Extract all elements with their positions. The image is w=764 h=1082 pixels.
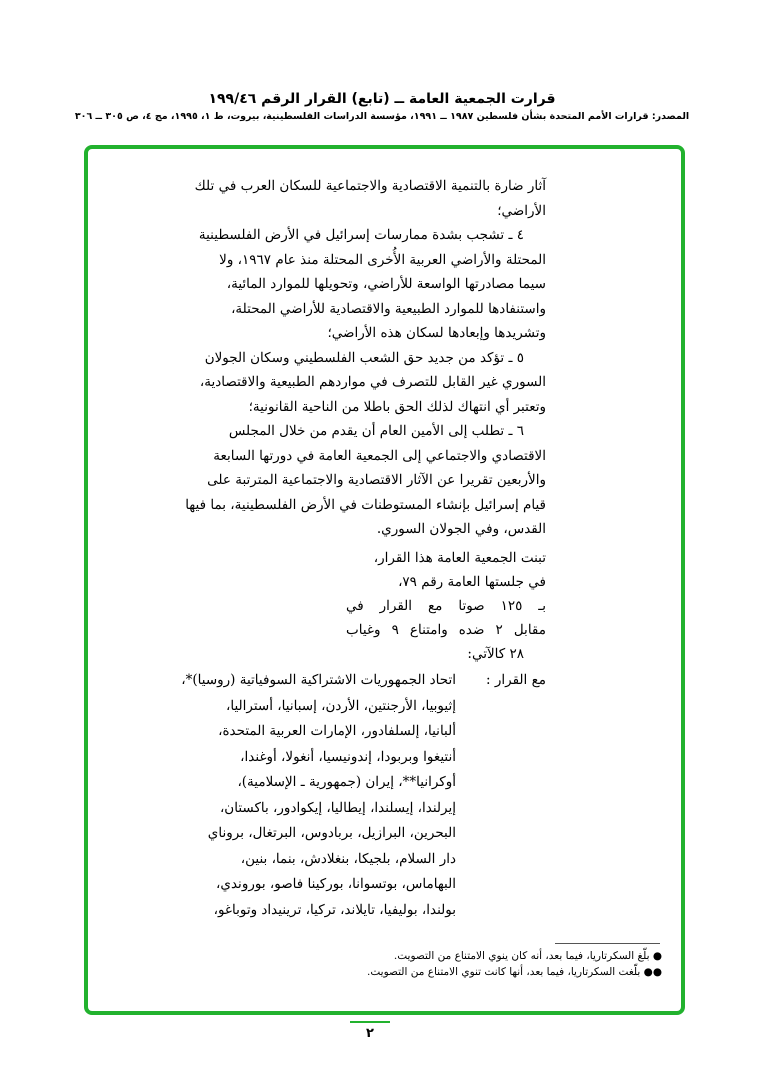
text-line: الاقتصادي والاجتماعي إلى الجمعية العامة في دورتها السابعة	[213, 447, 546, 464]
text-line: ٤ ـ تشجب بشدة ممارسات إسرائيل في الأرض الفلسطينية	[198, 227, 524, 243]
text-line: مقابل ٢ ضده وامتناع ٩ وغياب	[346, 622, 546, 638]
text-line: أنتيغوا وبربودا، إندونيسيا، أنغولا، أوغندا،	[240, 748, 456, 765]
text-line: إيرلندا، إيسلندا، إيطاليا، إيكوادور، باكستان،	[219, 799, 456, 816]
text-line: السوري غير القابل للتصرف في مواردهم الطبيعية والاقتصادية،	[199, 374, 546, 390]
text-line: والأربعين تقريرا عن الآثار الاقتصادية والاجتماعية المترتبة على	[207, 472, 546, 488]
text-line: المحتلة والأراضي العربية الأُخرى المحتلة منذ عام ١٩٦٧، ولا	[219, 251, 546, 268]
adoption-note	[346, 546, 546, 666]
text-line: قيام إسرائيل بإنشاء المستوطنات في الأرض الفلسطينية، بما فيها	[185, 496, 546, 513]
text-line: ٢٨ كالآتي:	[467, 646, 524, 662]
text-line: واستنفادها للموارد الطبيعية والاقتصادية للأراضي المحتلة،	[231, 300, 546, 317]
text-line: ٦ ـ تطلب إلى الأمين العام أن يقدم من خلال المجلس	[228, 423, 524, 439]
votes-list	[181, 668, 456, 923]
text-line: في جلستها العامة رقم ٧٩،	[398, 574, 546, 590]
text-line: آثار ضارة بالتنمية الاقتصادية والاجتماعية للسكان العرب في تلك	[194, 178, 546, 194]
footnote: ● بلّغ السكرتاريا، فيما بعد، أنه كان ينوي الامتناع من التصويت.	[393, 950, 662, 962]
page-title: قرارت الجمعية العامة ــ (تابع) القرار الرقم ١٩٩/٤٦	[208, 91, 556, 107]
text-line: سيما مصادرتها الواسعة للأراضي، وتحويلها للموارد المائية،	[226, 276, 546, 292]
text-line: إثيوبيا، الأرجنتين، الأردن، إسبانيا، أستراليا،	[226, 697, 456, 714]
footnote-divider	[555, 943, 660, 944]
text-line: بولندا، بوليفيا، تايلاند، تركيا، ترينيداد وتوباغو،	[213, 901, 456, 918]
source-citation: المصدر: قرارات الأمم المتحدة بشأن فلسطين ١٩٨٧ ــ ١٩٩١، مؤسسة الدراسات الفلسطينية، بيروت، ط ١، ١٩٩٥، مج ٤، ص ٣٠٥ ــ ٣٠٦	[74, 111, 690, 122]
text-line: بـ ١٢٥ صوتا مع القرار في	[346, 598, 546, 614]
resolution-body	[185, 174, 546, 542]
text-line: اتحاد الجمهوريات الاشتراكية السوفياتية (روسيا)*،	[181, 672, 456, 688]
footnote: ●● بلّغت السكرتاريا، فيما بعد، أنها كانت تنوي الامتناع من التصويت.	[367, 966, 662, 978]
votes-label: مع القرار :	[486, 672, 546, 688]
text-line: تبنت الجمعية العامة هذا القرار،	[373, 550, 546, 566]
page-number: ٢	[366, 1026, 374, 1041]
text-line: وتعتبر أي انتهاك لذلك الحق باطلا من الناحية القانونية؛	[248, 398, 546, 415]
text-line: الأراضي؛	[497, 202, 546, 219]
text-line: وتشريدها وإبعادها لسكان هذه الأراضي؛	[327, 325, 546, 341]
text-line: البهاماس، بوتسوانا، بوركينا فاصو، بوروندي،	[216, 876, 456, 892]
footnotes	[300, 948, 662, 980]
text-line: القدس، وفي الجولان السوري.	[376, 521, 546, 537]
text-line: البحرين، البرازيل، بربادوس، البرتغال، بروناي	[207, 825, 456, 841]
page-number-rule	[350, 1021, 390, 1023]
text-line: ٥ ـ تؤكد من جديد حق الشعب الفلسطيني وسكان الجولان	[204, 349, 524, 366]
text-line: دار السلام، بلجيكا، بنغلادش، بنما، بنين،	[240, 850, 456, 867]
text-line: ألبانيا، إلسلفادور، الإمارات العربية المتحدة،	[218, 723, 456, 739]
text-line: أوكرانيا**، إيران (جمهورية ـ الإسلامية)،	[237, 774, 456, 790]
